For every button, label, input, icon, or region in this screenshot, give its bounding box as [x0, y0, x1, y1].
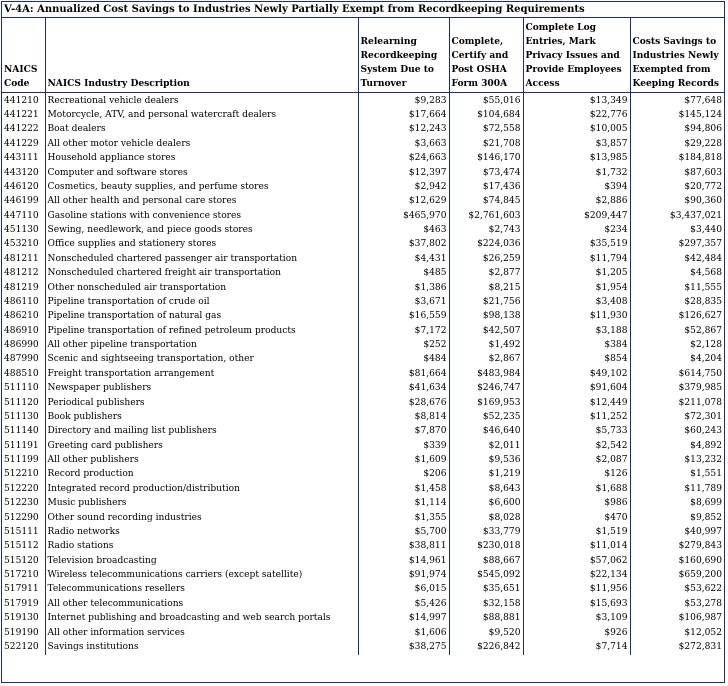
log-entries-cost-cell: $91,604 [523, 382, 630, 396]
form-300a-cost-cell: $52,235 [449, 410, 523, 424]
relearning-cost-cell: $2,942 [358, 180, 449, 194]
naics-code-cell: 486990 [4, 340, 39, 351]
table-row [2, 152, 724, 166]
cost-savings-cell: $11,789 [630, 482, 724, 496]
naics-code-cell: 515111 [4, 526, 39, 537]
table-row [2, 223, 724, 237]
relearning-cost-cell: $8,814 [358, 410, 449, 424]
form-300a-cost-cell: $2,011 [449, 439, 523, 453]
relearning-cost-cell: $1,355 [358, 511, 449, 525]
naics-code-cell: 519190 [4, 627, 39, 638]
table-row [2, 338, 724, 352]
cost-savings-cell: $145,124 [630, 108, 724, 122]
table-row [2, 180, 724, 194]
log-entries-cost-cell: $11,014 [523, 540, 630, 554]
cost-savings-cell: $12,052 [630, 626, 724, 640]
cost-savings-cell: $379,985 [630, 382, 724, 396]
relearning-cost-cell: $38,811 [358, 540, 449, 554]
naics-code-cell: 446120 [4, 181, 39, 192]
form-300a-cost-cell: $17,436 [449, 180, 523, 194]
industry-description-cell: Motorcycle, ATV, and personal watercraft dealers [45, 108, 358, 122]
naics-code-cell: 511140 [4, 426, 39, 437]
naics-code-cell: 443120 [4, 167, 39, 178]
relearning-cost-cell: $28,676 [358, 396, 449, 410]
log-entries-cost-cell: $7,714 [523, 640, 630, 654]
cost-savings-cell: $4,568 [630, 267, 724, 281]
industry-description-cell: Cosmetics, beauty supplies, and perfume stores [45, 180, 358, 194]
relearning-cost-cell: $12,397 [358, 166, 449, 180]
naics-code-cell: 486910 [4, 325, 39, 336]
relearning-cost-cell: $485 [358, 267, 449, 281]
form-300a-cost-cell: $545,092 [449, 568, 523, 582]
cost-savings-cell: $4,204 [630, 353, 724, 367]
table-row [2, 453, 724, 467]
log-entries-cost-cell: $11,956 [523, 583, 630, 597]
naics-code-cell: 441210 [4, 95, 39, 106]
naics-code-cell: 486210 [4, 311, 39, 322]
table-row [2, 612, 724, 626]
relearning-cost-cell: $14,961 [358, 554, 449, 568]
table-row [2, 554, 724, 568]
log-entries-cost-cell: $35,519 [523, 238, 630, 252]
form-300a-cost-cell: $226,842 [449, 640, 523, 654]
naics-code-cell: 522120 [4, 641, 39, 652]
form-300a-cost-cell: $8,215 [449, 281, 523, 295]
relearning-cost-cell: $37,802 [358, 238, 449, 252]
cost-savings-cell: $53,622 [630, 583, 724, 597]
table-row [2, 626, 724, 640]
cost-savings-cell: $9,852 [630, 511, 724, 525]
log-entries-cost-cell: $209,447 [523, 209, 630, 223]
form-300a-cost-cell: $33,779 [449, 525, 523, 539]
table-row [2, 497, 724, 511]
naics-code-cell: 512290 [4, 512, 39, 523]
form-300a-cost-cell: $8,643 [449, 482, 523, 496]
log-entries-cost-cell: $3,188 [523, 324, 630, 338]
relearning-cost-cell: $484 [358, 353, 449, 367]
form-300a-cost-cell: $35,651 [449, 583, 523, 597]
industry-description-cell: Nonscheduled chartered freight air transportation [45, 267, 358, 281]
form-300a-cost-cell: $32,158 [449, 597, 523, 611]
naics-code-cell: 447110 [4, 210, 39, 221]
header-log-entries: Complete Log Entries, Mark Privacy Issues and Provide Employees Access [523, 18, 630, 93]
table-row [2, 382, 724, 396]
table-row [2, 468, 724, 482]
industry-description-cell: Radio stations [45, 540, 358, 554]
industry-description-cell: Book publishers [45, 410, 358, 424]
form-300a-cost-cell: $21,708 [449, 137, 523, 151]
naics-code-cell: 515120 [4, 555, 39, 566]
industry-description-cell: Music publishers [45, 497, 358, 511]
form-300a-cost-cell: $42,507 [449, 324, 523, 338]
naics-code-cell: 511199 [4, 455, 39, 466]
log-entries-cost-cell: $1,954 [523, 281, 630, 295]
log-entries-cost-cell: $1,205 [523, 267, 630, 281]
log-entries-cost-cell: $15,693 [523, 597, 630, 611]
log-entries-cost-cell: $2,886 [523, 195, 630, 209]
log-entries-cost-cell: $5,733 [523, 425, 630, 439]
relearning-cost-cell: $16,559 [358, 310, 449, 324]
industry-description-cell: Savings institutions [45, 640, 358, 654]
industry-description-cell: All other telecommunications [45, 597, 358, 611]
industry-description-cell: Sewing, needlework, and piece goods stores [45, 223, 358, 237]
industry-description-cell: Wireless telecommunications carriers (except satellite) [45, 568, 358, 582]
industry-description-cell: Freight transportation arrangement [45, 367, 358, 381]
log-entries-cost-cell: $3,408 [523, 295, 630, 309]
header-cost-savings: Costs Savings to Industries Newly Exempted from Keeping Records [630, 18, 724, 93]
naics-code-cell: 517210 [4, 570, 39, 581]
log-entries-cost-cell: $1,688 [523, 482, 630, 496]
form-300a-cost-cell: $88,881 [449, 612, 523, 626]
table-title: V-4A: Annualized Cost Savings to Industries Newly Partially Exempt from Recordkeeping Requirements [2, 2, 724, 18]
cost-savings-cell: $297,357 [630, 238, 724, 252]
log-entries-cost-cell: $234 [523, 223, 630, 237]
industry-description-cell: Television broadcasting [45, 554, 358, 568]
industry-description-cell: Telecommunications resellers [45, 583, 358, 597]
form-300a-cost-cell: $1,219 [449, 468, 523, 482]
industry-description-cell: Internet publishing and broadcasting and web search portals [45, 612, 358, 626]
naics-code-cell: 441222 [4, 124, 39, 135]
relearning-cost-cell: $1,606 [358, 626, 449, 640]
cost-savings-cell: $8,699 [630, 497, 724, 511]
log-entries-cost-cell: $1,519 [523, 525, 630, 539]
relearning-cost-cell: $41,634 [358, 382, 449, 396]
form-300a-cost-cell: $104,684 [449, 108, 523, 122]
cost-savings-cell: $87,603 [630, 166, 724, 180]
relearning-cost-cell: $463 [358, 223, 449, 237]
cost-savings-cell: $77,648 [630, 93, 724, 109]
relearning-cost-cell: $3,663 [358, 137, 449, 151]
form-300a-cost-cell: $146,170 [449, 152, 523, 166]
form-300a-cost-cell: $483,984 [449, 367, 523, 381]
table-row [2, 425, 724, 439]
relearning-cost-cell: $17,664 [358, 108, 449, 122]
industry-description-cell: Other nonscheduled air transportation [45, 281, 358, 295]
relearning-cost-cell: $7,172 [358, 324, 449, 338]
industry-description-cell: Office supplies and stationery stores [45, 238, 358, 252]
table-row [2, 353, 724, 367]
log-entries-cost-cell: $22,134 [523, 568, 630, 582]
naics-code-cell: 481212 [4, 268, 39, 279]
naics-code-cell: 517911 [4, 584, 39, 595]
form-300a-cost-cell: $46,640 [449, 425, 523, 439]
naics-code-cell: 446199 [4, 196, 39, 207]
relearning-cost-cell: $465,970 [358, 209, 449, 223]
cost-savings-cell: $106,987 [630, 612, 724, 626]
industry-description-cell: Greeting card publishers [45, 439, 358, 453]
cost-savings-cell: $28,835 [630, 295, 724, 309]
table-row [2, 123, 724, 137]
form-300a-cost-cell: $9,520 [449, 626, 523, 640]
table-row [2, 93, 724, 109]
industry-description-cell: Radio networks [45, 525, 358, 539]
cost-savings-cell: $13,232 [630, 453, 724, 467]
relearning-cost-cell: $339 [358, 439, 449, 453]
table-row [2, 410, 724, 424]
log-entries-cost-cell: $11,794 [523, 252, 630, 266]
cost-savings-cell: $3,437,021 [630, 209, 724, 223]
relearning-cost-cell: $91,974 [358, 568, 449, 582]
log-entries-cost-cell: $2,087 [523, 453, 630, 467]
naics-code-cell: 486110 [4, 296, 39, 307]
relearning-cost-cell: $14,997 [358, 612, 449, 626]
table-row [2, 137, 724, 151]
table-row [2, 195, 724, 209]
naics-code-cell: 512220 [4, 483, 39, 494]
form-300a-cost-cell: $1,492 [449, 338, 523, 352]
form-300a-cost-cell: $88,667 [449, 554, 523, 568]
form-300a-cost-cell: $98,138 [449, 310, 523, 324]
table-row [2, 568, 724, 582]
industry-description-cell: All other pipeline transportation [45, 338, 358, 352]
table-row [2, 209, 724, 223]
table-row [2, 640, 724, 654]
naics-code-cell: 441221 [4, 110, 39, 121]
log-entries-cost-cell: $384 [523, 338, 630, 352]
header-relearning: Relearning Recordkeeping System Due to Turnover [358, 18, 449, 93]
form-300a-cost-cell: $74,845 [449, 195, 523, 209]
form-300a-cost-cell: $169,953 [449, 396, 523, 410]
form-300a-cost-cell: $230,018 [449, 540, 523, 554]
log-entries-cost-cell: $57,062 [523, 554, 630, 568]
header-row [2, 18, 724, 93]
relearning-cost-cell: $1,386 [358, 281, 449, 295]
relearning-cost-cell: $38,275 [358, 640, 449, 654]
relearning-cost-cell: $9,283 [358, 93, 449, 109]
log-entries-cost-cell: $126 [523, 468, 630, 482]
cost-savings-cell: $659,200 [630, 568, 724, 582]
naics-code-cell: 441229 [4, 138, 39, 149]
form-300a-cost-cell: $2,743 [449, 223, 523, 237]
form-300a-cost-cell: $6,600 [449, 497, 523, 511]
log-entries-cost-cell: $49,102 [523, 367, 630, 381]
table-row [2, 396, 724, 410]
naics-code-cell: 519130 [4, 613, 39, 624]
table-row [2, 310, 724, 324]
relearning-cost-cell: $6,015 [358, 583, 449, 597]
naics-code-cell: 453210 [4, 239, 39, 250]
naics-code-cell: 488510 [4, 368, 39, 379]
table-row [2, 252, 724, 266]
naics-code-cell: 443111 [4, 153, 39, 164]
industry-description-cell: All other motor vehicle dealers [45, 137, 358, 151]
cost-savings-cell: $20,772 [630, 180, 724, 194]
table-row [2, 525, 724, 539]
industry-description-cell: Nonscheduled chartered passenger air transportation [45, 252, 358, 266]
naics-code-cell: 515112 [4, 541, 39, 552]
industry-description-cell: All other health and personal care stores [45, 195, 358, 209]
table-frame [1, 1, 725, 683]
cost-savings-cell: $3,440 [630, 223, 724, 237]
cost-savings-cell: $614,750 [630, 367, 724, 381]
industry-description-cell: Integrated record production/distribution [45, 482, 358, 496]
industry-description-cell: Other sound recording industries [45, 511, 358, 525]
relearning-cost-cell: $252 [358, 338, 449, 352]
industry-description-cell: Directory and mailing list publishers [45, 425, 358, 439]
relearning-cost-cell: $12,243 [358, 123, 449, 137]
table-row [2, 583, 724, 597]
table-row [2, 324, 724, 338]
log-entries-cost-cell: $926 [523, 626, 630, 640]
relearning-cost-cell: $1,114 [358, 497, 449, 511]
form-300a-cost-cell: $2,761,603 [449, 209, 523, 223]
table-row [2, 511, 724, 525]
form-300a-cost-cell: $246,747 [449, 382, 523, 396]
form-300a-cost-cell: $72,558 [449, 123, 523, 137]
log-entries-cost-cell: $3,109 [523, 612, 630, 626]
cost-savings-cell: $1,551 [630, 468, 724, 482]
cost-savings-cell: $29,228 [630, 137, 724, 151]
industry-description-cell: Household appliance stores [45, 152, 358, 166]
relearning-cost-cell: $4,431 [358, 252, 449, 266]
relearning-cost-cell: $5,700 [358, 525, 449, 539]
industry-description-cell: Periodical publishers [45, 396, 358, 410]
log-entries-cost-cell: $12,449 [523, 396, 630, 410]
cost-savings-cell: $72,301 [630, 410, 724, 424]
log-entries-cost-cell: $13,349 [523, 93, 630, 109]
naics-code-cell: 487990 [4, 354, 39, 365]
relearning-cost-cell: $206 [358, 468, 449, 482]
cost-savings-cell: $60,243 [630, 425, 724, 439]
cost-savings-cell: $4,892 [630, 439, 724, 453]
cost-savings-cell: $279,843 [630, 540, 724, 554]
industry-description-cell: Gasoline stations with convenience stores [45, 209, 358, 223]
form-300a-cost-cell: $9,536 [449, 453, 523, 467]
cost-savings-cell: $126,627 [630, 310, 724, 324]
form-300a-cost-cell: $26,259 [449, 252, 523, 266]
naics-code-cell: 511110 [4, 383, 39, 394]
industry-description-cell: All other publishers [45, 453, 358, 467]
log-entries-cost-cell: $13,985 [523, 152, 630, 166]
industry-description-cell: Newspaper publishers [45, 382, 358, 396]
relearning-cost-cell: $5,426 [358, 597, 449, 611]
cost-savings-cell: $184,818 [630, 152, 724, 166]
header-naics-code: NAICS Code [4, 64, 38, 89]
table-row [2, 295, 724, 309]
relearning-cost-cell: $7,870 [358, 425, 449, 439]
cost-savings-cell: $42,484 [630, 252, 724, 266]
table-row [2, 281, 724, 295]
naics-code-cell: 512210 [4, 469, 39, 480]
relearning-cost-cell: $1,609 [358, 453, 449, 467]
industry-description-cell: Scenic and sightseeing transportation, other [45, 353, 358, 367]
industry-description-cell: All other information services [45, 626, 358, 640]
cost-savings-table [2, 18, 724, 655]
cost-savings-cell: $52,867 [630, 324, 724, 338]
log-entries-cost-cell: $986 [523, 497, 630, 511]
industry-description-cell: Computer and software stores [45, 166, 358, 180]
log-entries-cost-cell: $2,542 [523, 439, 630, 453]
naics-code-cell: 512230 [4, 498, 39, 509]
table-row [2, 367, 724, 381]
cost-savings-cell: $90,360 [630, 195, 724, 209]
cost-savings-cell: $160,690 [630, 554, 724, 568]
table-row [2, 439, 724, 453]
form-300a-cost-cell: $2,877 [449, 267, 523, 281]
form-300a-cost-cell: $8,028 [449, 511, 523, 525]
log-entries-cost-cell: $394 [523, 180, 630, 194]
cost-savings-cell: $40,997 [630, 525, 724, 539]
cost-savings-cell: $94,806 [630, 123, 724, 137]
cost-savings-cell: $53,278 [630, 597, 724, 611]
log-entries-cost-cell: $22,776 [523, 108, 630, 122]
relearning-cost-cell: $12,629 [358, 195, 449, 209]
naics-code-cell: 511120 [4, 397, 39, 408]
cost-savings-cell: $211,078 [630, 396, 724, 410]
header-industry-description: NAICS Industry Description [45, 18, 358, 93]
table-row [2, 482, 724, 496]
relearning-cost-cell: $81,664 [358, 367, 449, 381]
log-entries-cost-cell: $11,930 [523, 310, 630, 324]
naics-code-cell: 481211 [4, 253, 39, 264]
naics-code-cell: 517919 [4, 598, 39, 609]
industry-description-cell: Recreational vehicle dealers [45, 93, 358, 109]
industry-description-cell: Record production [45, 468, 358, 482]
log-entries-cost-cell: $854 [523, 353, 630, 367]
naics-code-cell: 511191 [4, 440, 39, 451]
header-complete-certify: Complete, Certify and Post OSHA Form 300A [449, 18, 523, 93]
relearning-cost-cell: $1,458 [358, 482, 449, 496]
log-entries-cost-cell: $10,005 [523, 123, 630, 137]
naics-code-cell: 451130 [4, 225, 39, 236]
naics-code-cell: 511130 [4, 411, 39, 422]
log-entries-cost-cell: $11,252 [523, 410, 630, 424]
industry-description-cell: Pipeline transportation of natural gas [45, 310, 358, 324]
log-entries-cost-cell: $3,857 [523, 137, 630, 151]
form-300a-cost-cell: $55,016 [449, 93, 523, 109]
industry-description-cell: Pipeline transportation of refined petroleum products [45, 324, 358, 338]
table-body [2, 93, 724, 655]
form-300a-cost-cell: $2,867 [449, 353, 523, 367]
relearning-cost-cell: $24,663 [358, 152, 449, 166]
form-300a-cost-cell: $21,756 [449, 295, 523, 309]
table-row [2, 540, 724, 554]
cost-savings-cell: $2,128 [630, 338, 724, 352]
log-entries-cost-cell: $470 [523, 511, 630, 525]
form-300a-cost-cell: $73,474 [449, 166, 523, 180]
naics-code-cell: 481219 [4, 282, 39, 293]
industry-description-cell: Boat dealers [45, 123, 358, 137]
table-row [2, 166, 724, 180]
cost-savings-cell: $11,555 [630, 281, 724, 295]
relearning-cost-cell: $3,671 [358, 295, 449, 309]
table-row [2, 597, 724, 611]
form-300a-cost-cell: $224,036 [449, 238, 523, 252]
industry-description-cell: Pipeline transportation of crude oil [45, 295, 358, 309]
table-row [2, 238, 724, 252]
log-entries-cost-cell: $1,732 [523, 166, 630, 180]
table-row [2, 267, 724, 281]
table-row [2, 108, 724, 122]
cost-savings-cell: $272,831 [630, 640, 724, 654]
